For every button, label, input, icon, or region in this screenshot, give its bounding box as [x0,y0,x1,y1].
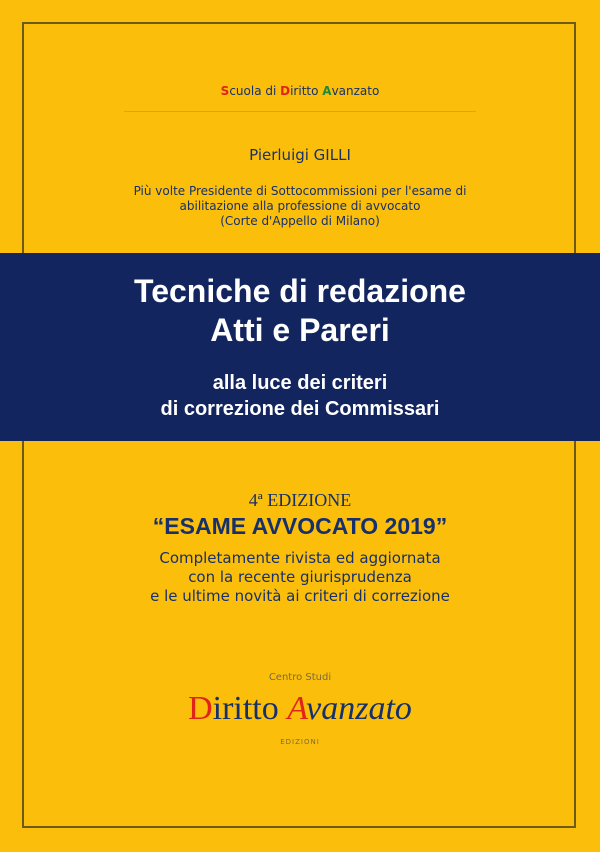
school-part-1: cuola di [229,84,281,98]
author-description-line: (Corte d'Appello di Milano) [220,214,380,228]
author-description [0,184,600,229]
publisher-word-2: vanzato [306,690,412,727]
book-subtitle-line: alla luce dei criteri [212,372,388,394]
edition-description-line: e le ultime novità ai criteri di correzione [150,587,450,605]
publisher-letter-d: D [188,690,213,727]
publisher-edizioni: EDIZIONI [280,738,320,746]
school-letter-d: D [280,84,291,98]
exam-title: “ESAME AVVOCATO 2019” [152,513,448,539]
edition-description-line: con la recente giurisprudenza [188,568,412,586]
edition-description-line: Completamente rivista ed aggiornata [159,549,441,567]
author-description-line: Più volte Presidente di Sottocommissioni per l'esame di [133,184,467,198]
book-title-line: Tecniche di redazione [134,273,466,309]
book-title-line: Atti e Pareri [210,312,390,348]
publisher-word-1: iritto [212,690,288,727]
school-part-2: iritto [290,84,323,98]
author-name: Pierluigi GILLI [249,146,351,164]
publisher-logo [0,690,600,728]
author-description-line: abilitazione alla professione di avvocato [179,199,421,213]
centro-studi: Centro Studi [268,672,332,683]
school-name [0,84,600,98]
school-letter-a: A [322,84,332,98]
publisher-letter-a: A [287,690,307,727]
school-part-3: vanzato [331,84,380,98]
divider [124,111,476,112]
book-title [0,272,600,350]
school-letter-s: S [220,84,230,98]
book-subtitle [0,370,600,422]
edition-label: 4ª EDIZIONE [248,490,352,510]
book-subtitle-line: di correzione dei Commissari [160,398,440,420]
edition-description [0,549,600,606]
